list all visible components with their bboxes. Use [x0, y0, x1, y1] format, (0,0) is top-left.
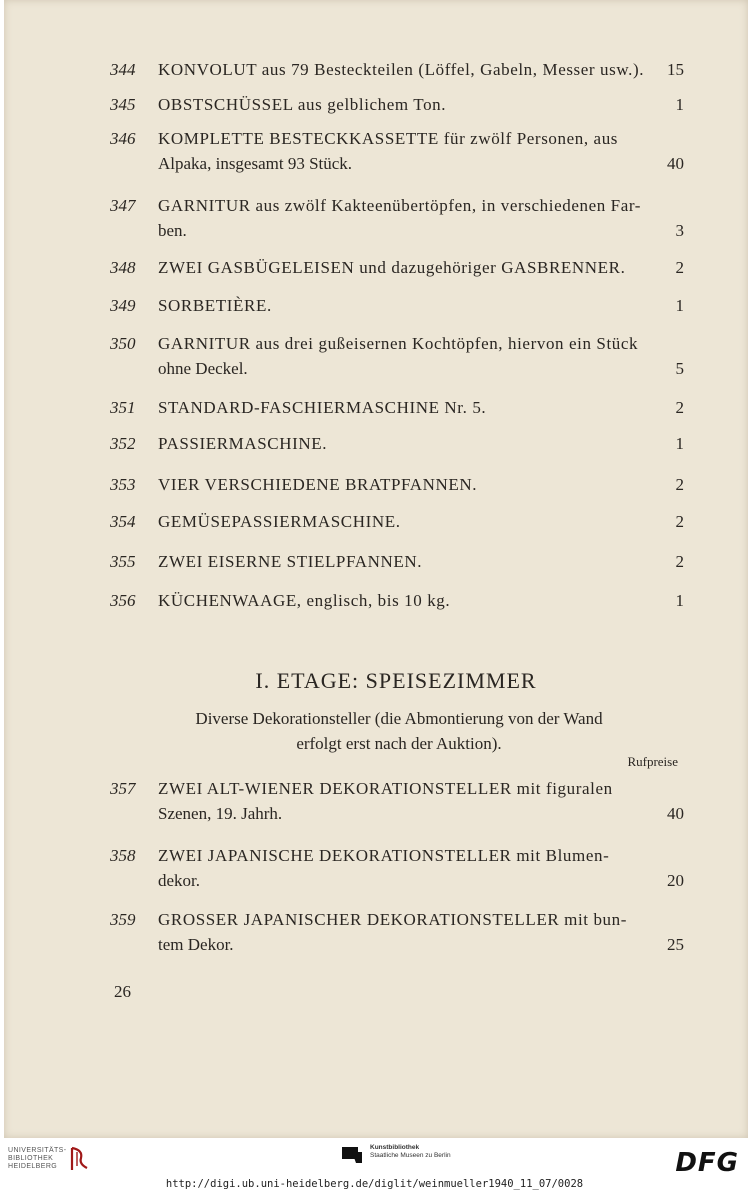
lot-number: 352: [110, 434, 136, 453]
lot-number: 355: [110, 552, 136, 571]
lot-price: 20: [667, 871, 684, 890]
lot-entry-346: [110, 126, 684, 176]
lot-description-cont: tem Dekor.: [158, 935, 234, 954]
lot-entry-354: [110, 509, 684, 534]
uni-line1: UNIVERSITÄTS-: [8, 1147, 67, 1154]
lot-number: 347: [110, 196, 136, 215]
lot-price: 1: [675, 434, 684, 453]
lot-description: GARNITUR aus zwölf Kakteenübertöpfen, in verschiedenen Far-: [158, 196, 642, 215]
lot-entry-356: [110, 588, 684, 613]
uni-logo-text: [8, 1147, 66, 1171]
lot-entry-355: [110, 549, 684, 574]
rufpreise-label: Rufpreise: [627, 754, 678, 769]
lot-price: 40: [667, 154, 684, 173]
footer-bar: [0, 1138, 749, 1191]
lot-entry-349: [110, 293, 684, 318]
lot-description: ZWEI EISERNE STIELPFANNEN.: [158, 552, 423, 571]
uni-line2: BIBLIOTHEK: [8, 1155, 54, 1162]
lot-price: 1: [675, 95, 684, 114]
section-note-line1: Diverse Dekorationsteller (die Abmontierung von der Wand: [195, 709, 603, 728]
lot-entry-351: [110, 395, 684, 420]
lot-number: 354: [110, 512, 136, 531]
lot-entry-352: [110, 431, 684, 456]
lot-description: ZWEI JAPANISCHE DEKORATIONSTELLER mit Blumen-: [158, 846, 610, 865]
kunstbibliothek-text: [370, 1144, 451, 1160]
lot-entry-350: [110, 331, 684, 381]
lot-price: 2: [675, 258, 684, 277]
lot-entry-357: [110, 776, 684, 826]
lot-description: PASSIERMASCHINE.: [158, 434, 328, 453]
lot-price: 25: [667, 935, 684, 954]
lot-description: KÜCHENWAAGE, englisch, bis 10 kg.: [158, 591, 451, 610]
lot-entry-345: [110, 92, 684, 117]
lot-number: 356: [110, 591, 136, 610]
lot-description-cont: Szenen, 19. Jahrh.: [158, 804, 283, 823]
lot-price: 2: [675, 475, 684, 494]
kunstbibliothek-icon: [342, 1144, 364, 1164]
lot-entry-344: [110, 57, 684, 82]
lot-number: 350: [110, 334, 136, 353]
lot-description: VIER VERSCHIEDENE BRATPFANNEN.: [158, 475, 478, 494]
lot-price: 40: [667, 804, 684, 823]
lot-price: 5: [675, 359, 684, 378]
scanned-page: [4, 0, 748, 1138]
lot-description: GEMÜSEPASSIERMASCHINE.: [158, 512, 401, 531]
lot-description: ZWEI ALT-WIENER DEKORATIONSTELLER mit figuralen: [158, 779, 613, 798]
section-note-line2: erfolgt erst nach der Auktion).: [296, 734, 502, 753]
lot-description: SORBETIÈRE.: [158, 296, 272, 315]
lot-description: KOMPLETTE BESTECKKASSETTE für zwölf Personen, aus: [158, 129, 619, 148]
lot-number: 348: [110, 258, 136, 277]
lot-number: 357: [110, 779, 136, 798]
kb-title: Kunstbibliothek: [370, 1144, 420, 1151]
lot-entry-353: [110, 472, 684, 497]
lot-description: STANDARD-FASCHIERMASCHINE Nr. 5.: [158, 398, 487, 417]
lot-price: 1: [675, 591, 684, 610]
uni-heidelberg-logo[interactable]: [8, 1146, 91, 1172]
lot-entry-348: [110, 255, 684, 280]
lot-price: 2: [675, 552, 684, 571]
lot-description-cont: dekor.: [158, 871, 201, 890]
kunstbibliothek-logo[interactable]: [342, 1144, 451, 1164]
uni-line3: HEIDELBERG: [8, 1163, 58, 1170]
lot-number: 351: [110, 398, 136, 417]
lot-number: 344: [110, 60, 136, 79]
lot-entry-347: [110, 193, 684, 243]
lot-price: 3: [675, 221, 684, 240]
dfg-logo[interactable]: DFG: [675, 1148, 739, 1178]
lot-description: KONVOLUT aus 79 Besteckteilen (Löffel, Gabeln, Messer usw.).: [158, 60, 645, 79]
lot-description-cont: ben.: [158, 221, 187, 240]
lot-description: GROSSER JAPANISCHER DEKORATIONSTELLER mit bun-: [158, 910, 628, 929]
lot-entry-359: [110, 907, 684, 957]
lot-number: 349: [110, 296, 136, 315]
lot-description: OBSTSCHÜSSEL aus gelblichem Ton.: [158, 95, 447, 114]
lot-description-cont: Alpaka, insgesamt 93 Stück.: [158, 154, 353, 173]
source-url[interactable]: http://digi.ub.uni-heidelberg.de/diglit/weinmueller1940_11_07/0028: [165, 1178, 584, 1190]
lot-price: 15: [667, 60, 684, 79]
lot-price: 1: [675, 296, 684, 315]
section-heading: I. ETAGE: SPEISEZIMMER: [255, 668, 537, 693]
lot-description: GARNITUR aus drei gußeisernen Kochtöpfen, hiervon ein Stück: [158, 334, 639, 353]
page-number: 26: [114, 982, 131, 1001]
lot-number: 359: [110, 910, 136, 929]
lot-number: 346: [110, 129, 136, 148]
kb-subtitle: Staatliche Museen zu Berlin: [370, 1152, 451, 1159]
uni-emblem-icon: [69, 1146, 91, 1172]
lot-number: 353: [110, 475, 136, 494]
lot-description: ZWEI GASBÜGELEISEN und dazugehöriger GASBRENNER.: [158, 258, 626, 277]
lot-number: 345: [110, 95, 136, 114]
lot-price: 2: [675, 398, 684, 417]
lot-number: 358: [110, 846, 136, 865]
lot-price: 2: [675, 512, 684, 531]
lot-description-cont: ohne Deckel.: [158, 359, 248, 378]
lot-entry-358: [110, 843, 684, 893]
section-note: [154, 706, 644, 756]
